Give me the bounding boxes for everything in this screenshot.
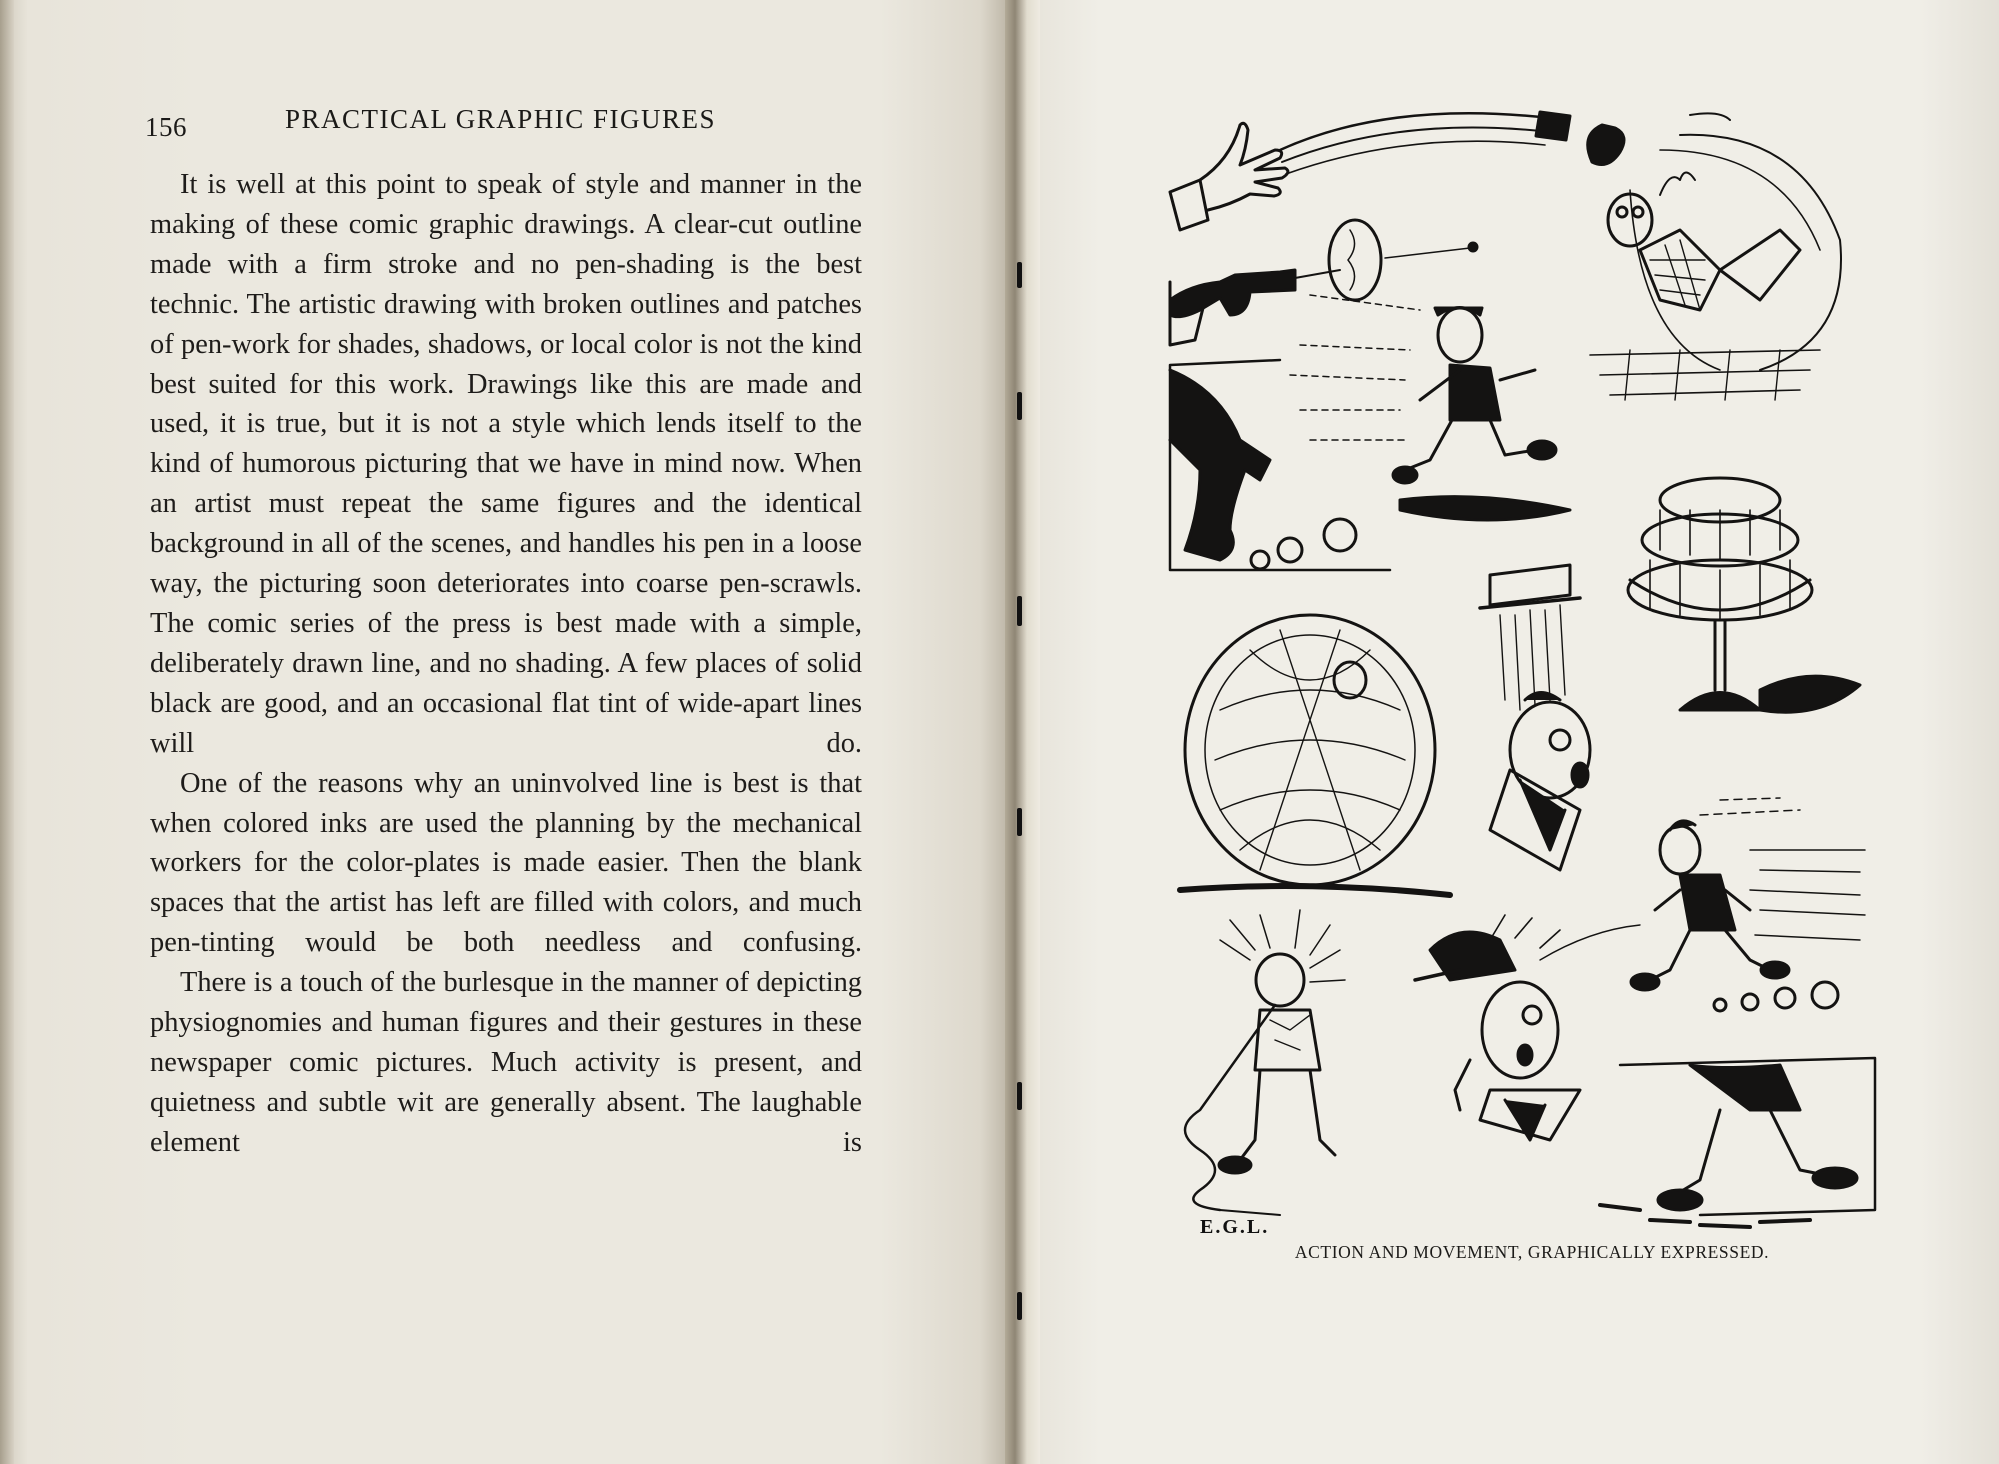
flicking-hand-figure xyxy=(1170,112,1570,230)
running-title: PRACTICAL GRAPHIC FIGURES xyxy=(285,104,717,134)
page-edge xyxy=(0,0,14,1464)
page-number: 156 xyxy=(145,112,187,142)
hose-man-figure xyxy=(1185,910,1345,1215)
startled-man-figure xyxy=(1480,565,1590,870)
cake-stand-figure xyxy=(1628,478,1860,712)
binding-stitch xyxy=(1017,1082,1022,1110)
fleeing-man-figure xyxy=(1631,798,1865,1011)
book-gutter xyxy=(1005,0,1043,1464)
body-text xyxy=(150,165,862,1163)
paragraph-3: There is a touch of the burlesque in the manner of depicting physiognomies and human figures and their gestures in these newspaper comic pictures. Much activity is present, and quietness and subtle wit are generally absent. The laughable element is xyxy=(150,967,862,1158)
tumbling-man-sphere xyxy=(1588,113,1841,400)
spinning-sphere-figure xyxy=(1180,615,1450,895)
binding-stitch xyxy=(1017,596,1022,626)
illustration-caption: ACTION AND MOVEMENT, GRAPHICALLY EXPRESSED. xyxy=(1294,1242,1770,1262)
binding-stitch xyxy=(1017,392,1022,420)
running-man-figure xyxy=(1170,295,1570,570)
binding-stitch xyxy=(1017,1292,1022,1320)
paragraph-1: It is well at this point to speak of style and manner in the making of these comic graphic drawings. A clear-cut outline made with a firm stroke and no pen-shading is the best technic. The artistic drawing with broken outlines and patches of pen-work for shades, shadows, or local color is not the kind best suited for this work. Drawings like this are made and used, it is true, but it is not a style which lends itself to the kind of humorous picturing that we have in mind now. When an artist must repeat the same figures and the identical background in all of the scenes, and handles his pen in a loose way, the picturing soon deteriorates into coarse pen-scrawls. The comic series of the press is best made with a simple, deliberately drawn line, and no shading. A few places of solid black are good, and an occasional flat tint of wide-apart lines will do. xyxy=(150,169,862,759)
pistol-figure xyxy=(1170,220,1477,345)
comic-illustration-plate xyxy=(1160,110,1880,1240)
binding-stitch xyxy=(1017,808,1022,836)
binding-stitch xyxy=(1017,262,1022,288)
hatless-man-figure xyxy=(1415,915,1640,1140)
walking-legs-figure xyxy=(1600,1058,1875,1227)
paragraph-2: One of the reasons why an uninvolved line is best is that when colored inks are used the planning by the mechanical workers for the color-plates is made easier. Then the blank spaces that the artist has left are filled with colors, and much pen-tinting would be both needless and confusing. xyxy=(150,767,862,959)
artist-signature: E.G.L. xyxy=(1200,1216,1270,1238)
